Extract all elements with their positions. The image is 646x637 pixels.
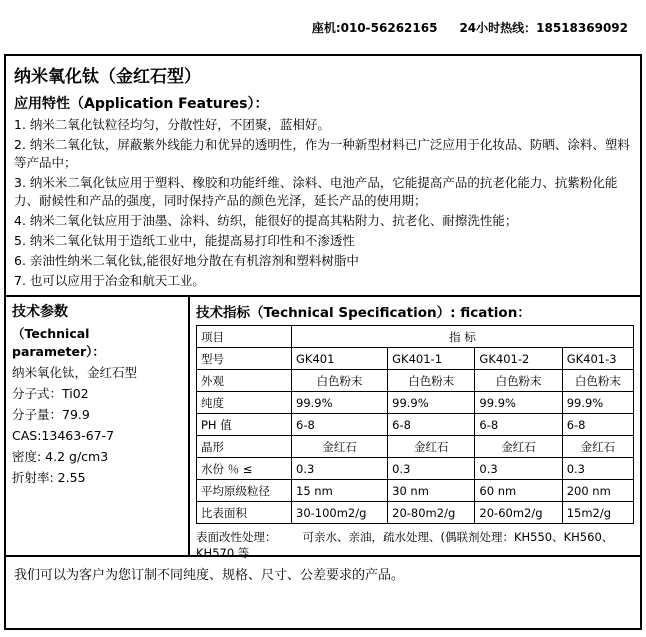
row-cell: 60 nm	[475, 480, 562, 502]
param-line: 分子式：Ti02	[12, 386, 89, 401]
row-label: 纯度	[197, 392, 292, 414]
lower-section	[6, 297, 640, 560]
feature-item: 2. 纳米二氧化钛，屏蔽紫外线能力和优异的透明性，作为一种新型材料已广泛应用于化妆品、防晒、涂料、塑料等产品中；	[14, 137, 630, 170]
feature-item: 6. 亲油性纳米二氧化钛,能很好地分散在有机溶剂和塑料树脂中	[14, 253, 359, 268]
table-row	[197, 458, 634, 480]
row-cell: 0.3	[562, 458, 633, 480]
table-row	[197, 370, 634, 392]
row-cell: 0.3	[475, 458, 562, 480]
surface-treatment-note	[196, 524, 634, 561]
surface-label: 表面改性处理：	[196, 530, 277, 544]
param-line: 折射率: 2.55	[12, 470, 86, 485]
row-cell: 6-8	[388, 414, 475, 436]
row-cell: 金红石	[292, 436, 388, 458]
table-row	[197, 326, 634, 348]
hotline-number: 24小时热线：18518369092	[459, 20, 628, 35]
spec-col-index: 指 标	[292, 326, 634, 348]
row-cell: GK401-2	[475, 348, 562, 370]
row-cell: 15 nm	[292, 480, 388, 502]
spec-col-item: 项目	[197, 326, 292, 348]
row-cell: 金红石	[562, 436, 633, 458]
content-frame	[4, 54, 642, 630]
row-cell: 99.9%	[292, 392, 388, 414]
row-cell: GK401-1	[388, 348, 475, 370]
surface-text: 可亲水、亲油，疏水处理、(偶联剂处理：KH550、KH560、	[302, 530, 614, 544]
row-cell: 99.9%	[388, 392, 475, 414]
feature-item: 4. 纳米二氧化钛应用于油墨、涂料、纺织，能很好的提高其粘附力、抗老化、耐擦洗性能；	[14, 213, 518, 228]
table-row	[197, 348, 634, 370]
row-cell: 6-8	[562, 414, 633, 436]
row-cell: 白色粉末	[475, 370, 562, 392]
row-label: PH 值	[197, 414, 292, 436]
row-label: 水份 ％ ≤	[197, 458, 292, 480]
table-row	[197, 414, 634, 436]
technical-parameter-column	[6, 297, 190, 555]
row-cell: 20-80m2/g	[388, 502, 475, 524]
row-label: 晶形	[197, 436, 292, 458]
row-cell: 6-8	[292, 414, 388, 436]
params-subheading: （Technical parameter）：	[12, 326, 105, 359]
technical-specification-column	[190, 297, 640, 560]
row-cell: 30-100m2/g	[292, 502, 388, 524]
row-label: 平均原级粒径	[197, 480, 292, 502]
features-heading: 应用特性（Application Features）：	[14, 96, 269, 112]
spec-table	[196, 325, 634, 524]
param-line: CAS:13463-67-7	[12, 428, 115, 443]
row-cell: GK401	[292, 348, 388, 370]
param-line: 分子量：79.9	[12, 407, 90, 422]
row-cell: 15m2/g	[562, 502, 633, 524]
table-row	[197, 502, 634, 524]
row-cell: 99.9%	[562, 392, 633, 414]
row-cell: GK401-3	[562, 348, 633, 370]
row-cell: 金红石	[475, 436, 562, 458]
row-cell: 30 nm	[388, 480, 475, 502]
row-cell: 金红石	[388, 436, 475, 458]
table-row	[197, 392, 634, 414]
row-cell: 白色粉末	[388, 370, 475, 392]
features-list	[6, 115, 640, 291]
param-line: 纳米氧化钛，金红石型	[12, 365, 138, 380]
row-cell: 99.9%	[475, 392, 562, 414]
row-cell: 0.3	[388, 458, 475, 480]
feature-item: 5. 纳米二氧化钛用于造纸工业中，能提高易打印性和不渗透性	[14, 233, 355, 248]
row-label: 型号	[197, 348, 292, 370]
footer-note: 我们可以为客户为您订制不同纯度、规格、尺寸、公差要求的产品。	[6, 555, 640, 585]
phone-number: 座机:010-56262165	[311, 20, 438, 35]
table-row	[197, 480, 634, 502]
spec-heading: 技术指标（Technical Specification）: fication：	[196, 305, 531, 321]
row-cell: 20-60m2/g	[475, 502, 562, 524]
row-cell: 200 nm	[562, 480, 633, 502]
feature-item: 7. 也可以应用于冶金和航天工业。	[14, 273, 205, 288]
table-row	[197, 436, 634, 458]
row-cell: 白色粉末	[562, 370, 633, 392]
row-label: 比表面积	[197, 502, 292, 524]
surface-text-cont: KH570 等	[196, 546, 250, 560]
page-title: 纳米氧化钛（金红石型）	[14, 67, 201, 87]
row-cell: 0.3	[292, 458, 388, 480]
row-cell: 6-8	[475, 414, 562, 436]
row-cell: 白色粉末	[292, 370, 388, 392]
feature-item: 1. 纳米二氧化钛粒径均匀，分散性好，不团聚，蓝相好。	[14, 117, 330, 132]
feature-item: 3. 纳米米二氧化钛应用于塑料、橡胶和功能纤维、涂料、电池产品，它能提高产品的抗老化能力、抗紫粉化能力、耐候性和产品的强度，同时保持产品的颜色光泽，延长产品的使用期；	[14, 175, 618, 208]
row-label: 外观	[197, 370, 292, 392]
params-heading: 技术参数	[12, 304, 68, 320]
param-line: 密度: 4.2 g/cm3	[12, 449, 109, 464]
contact-bar	[0, 0, 646, 54]
